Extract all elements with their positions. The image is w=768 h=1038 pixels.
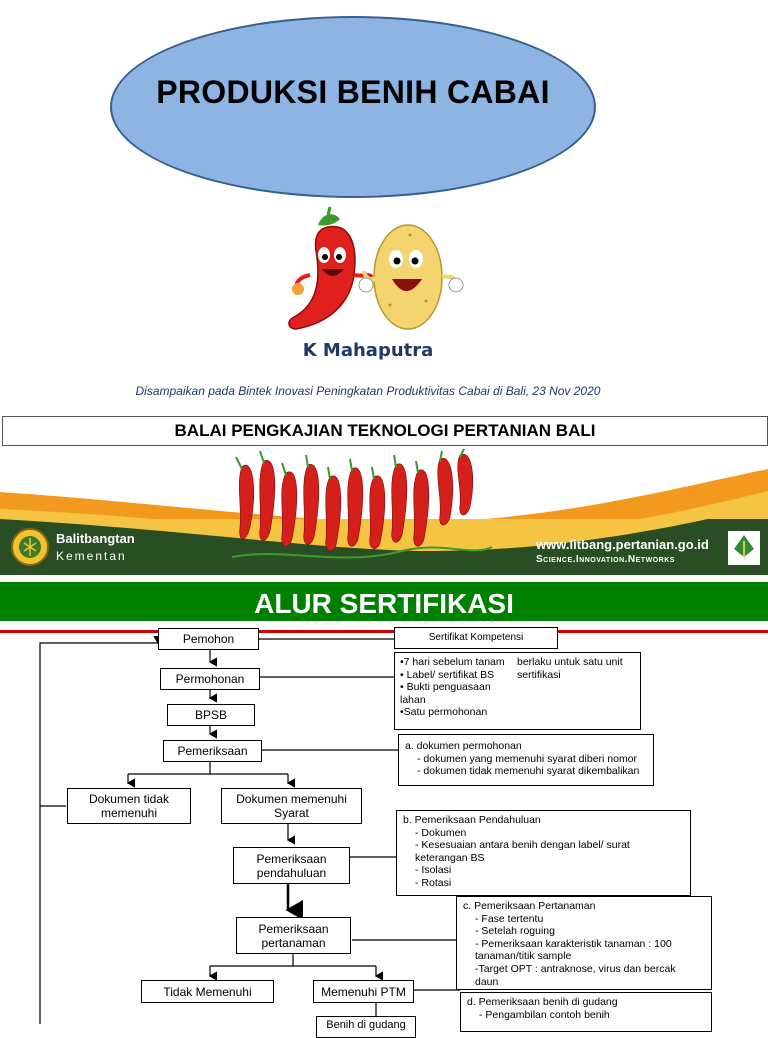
note-line: c. Pemeriksaan Pertanaman	[463, 900, 596, 912]
flow-box-pemeriksaan: Pemeriksaan	[163, 740, 262, 762]
note-line: -Target OPT : antraknose, virus dan bercak	[475, 962, 676, 975]
flow-box-line: Dokumen tidak	[88, 792, 170, 806]
note-line: sertifikasi	[517, 668, 561, 681]
flow-box-memenuhi-ptm: Memenuhi PTM	[313, 980, 414, 1003]
note-line: - Isolasi	[415, 864, 452, 877]
note-line: • Label/ sertifikat BS	[400, 668, 495, 681]
org-subname: Kementan	[56, 549, 127, 563]
flow-box-dokumen-memenuhi	[221, 788, 362, 824]
flow-box-tidak-memenuhi: Tidak Memenuhi	[141, 980, 274, 1003]
flow-box-bpsb: BPSB	[167, 704, 255, 726]
author-name: K Mahaputra	[302, 340, 434, 361]
flow-box-dokumen-tidak	[67, 788, 191, 824]
tagline: Science.Innovation.Networks	[536, 554, 675, 565]
section-title: ALUR SERTIFIKASI	[0, 582, 768, 621]
org-name: Balitbangtan	[56, 531, 135, 546]
note-line: keterangan BS	[415, 851, 485, 864]
note-line: • Bukti penguasaan	[400, 681, 491, 694]
note-line: a. dokumen permohonan	[405, 740, 522, 752]
note-line: - Rotasi	[415, 876, 452, 889]
note-line: •Satu permohonan	[400, 706, 488, 719]
note-line: tanaman/titik sample	[475, 950, 572, 963]
note-line: - Dokumen	[415, 826, 467, 839]
note-b	[396, 810, 691, 896]
note-line: - Kesesuaian antara benih dengan label/ surat	[415, 839, 630, 852]
note-line: b. Pemeriksaan Pendahuluan	[403, 814, 541, 826]
institute-name: BALAI PENGKAJIAN TEKNOLOGI PERTANIAN BALI	[2, 416, 768, 446]
note-line: - Pengambilan contoh benih	[479, 1008, 610, 1021]
website-link[interactable]: www.litbang.pertanian.go.id	[536, 537, 709, 552]
note-d	[460, 992, 712, 1032]
note-a	[398, 734, 654, 786]
note-line: daun	[475, 975, 499, 988]
note-line: •7 hari sebelum tanam	[400, 656, 505, 668]
flow-box-line: pendahuluan	[256, 865, 327, 880]
note-c	[456, 896, 712, 990]
note-line: - dokumen yang memenuhi syarat diberi nomor	[417, 752, 638, 765]
note-line: d. Pemeriksaan benih di gudang	[467, 996, 618, 1008]
flow-box-line: Pemeriksaan	[258, 921, 329, 936]
note-sertifikat: Sertifikat Kompetensi	[394, 627, 558, 649]
presentation-note: Disampaikan pada Bintek Inovasi Peningkatan Produktivitas Cabai di Bali, 23 Nov 2020	[135, 384, 601, 398]
flow-box-line: pertanaman	[261, 935, 326, 950]
note-line: - dokumen tidak memenuhi syarat dikembalikan	[417, 765, 640, 778]
flow-box-benih-gudang: Benih di gudang	[316, 1016, 416, 1038]
flow-box-pertanaman	[236, 917, 351, 954]
note-line: - Fase tertentu	[475, 912, 544, 925]
note-syarat	[394, 652, 641, 730]
flow-box-line: memenuhi	[100, 806, 158, 820]
flow-box-pendahuluan	[233, 847, 350, 884]
note-line: lahan	[400, 693, 426, 706]
flow-box-line: Dokumen memenuhi	[236, 792, 347, 806]
page-title: PRODUKSI BENIH CABAI	[156, 74, 550, 110]
flow-box-line: Syarat	[274, 806, 309, 820]
note-line: berlaku untuk satu unit	[517, 656, 623, 668]
flow-box-permohonan: Permohonan	[160, 668, 260, 690]
flow-box-pemohon: Pemohon	[158, 628, 259, 650]
flow-box-line: Pemeriksaan	[256, 851, 327, 866]
note-line: - Pemeriksaan karakteristik tanaman : 100	[475, 937, 672, 950]
note-line: - Setelah roguing	[475, 925, 555, 938]
